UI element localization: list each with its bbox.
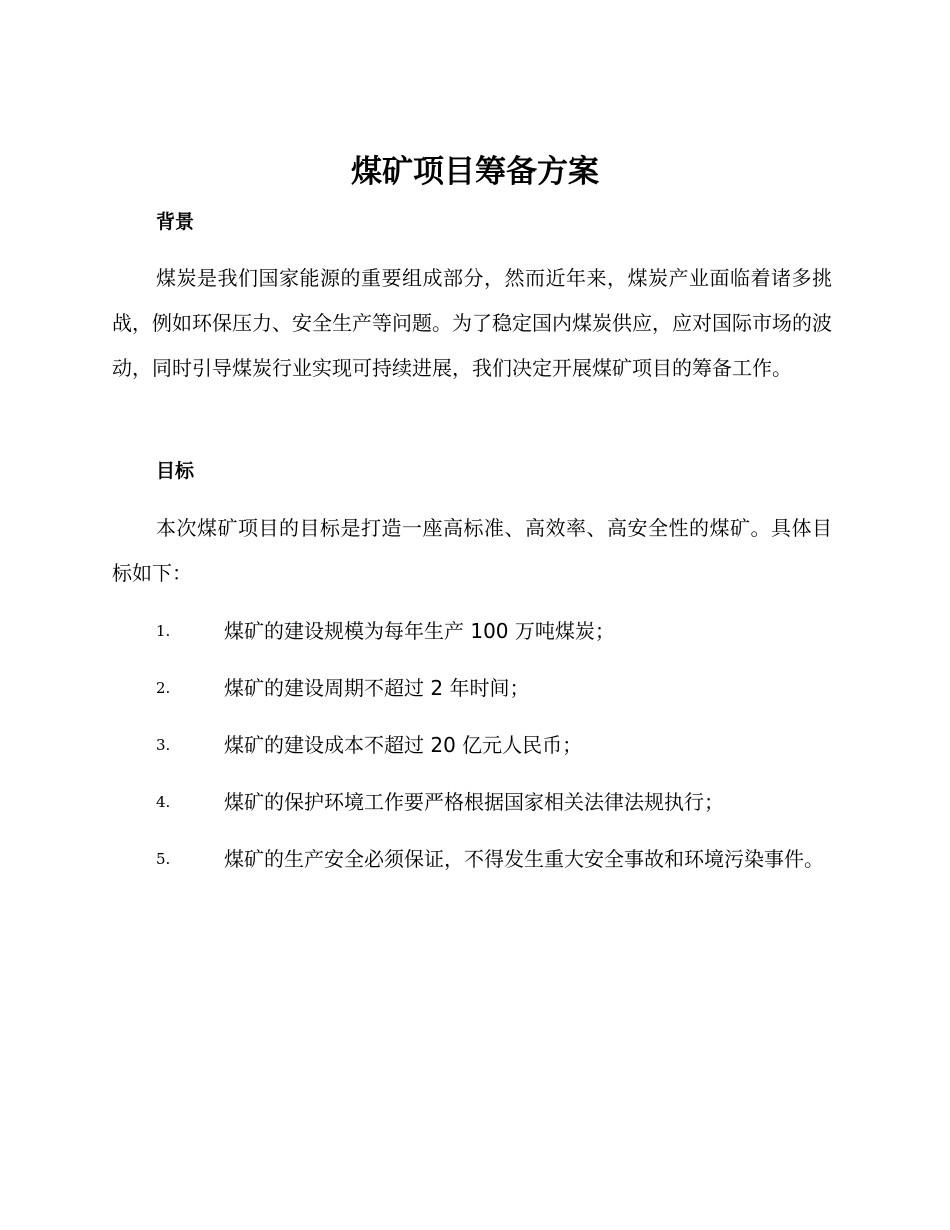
goal-list-item-5 — [112, 837, 832, 882]
goals-intro-paragraph: 本次煤矿项目的目标是打造一座高标准、高效率、高安全性的煤矿。具体目标如下： — [112, 516, 832, 585]
goal-list-item-3 — [112, 723, 832, 768]
background-paragraph: 煤炭是我们国家能源的重要组成部分，然而近年来，煤炭产业面临着诸多挑战，例如环保压力、安全生产等问题。为了稳定国内煤炭供应，应对国际市场的波动，同时引导煤炭行业实现可持续进展，我们决定开展煤矿项目的筹备工作。 — [112, 266, 832, 380]
page-title: 煤矿项目筹备方案 — [351, 154, 599, 190]
list-number: 5. — [156, 850, 171, 868]
list-number: 3. — [156, 736, 171, 754]
goal-list-item-1 — [112, 609, 832, 654]
goal-list-item-4 — [112, 780, 832, 825]
list-number: 4. — [156, 793, 171, 811]
section-heading-background: 背景 — [156, 211, 195, 233]
list-number: 1. — [156, 622, 171, 640]
list-text: 煤矿的生产安全必须保证，不得发生重大安全事故和环境污染事件。 — [224, 847, 824, 871]
list-text: 煤矿的建设规模为每年生产 100 万吨煤炭； — [224, 619, 615, 643]
goal-list-item-2 — [112, 666, 832, 711]
list-text: 煤矿的建设成本不超过 20 亿元人民币； — [224, 733, 583, 757]
section-heading-goals: 目标 — [156, 460, 195, 482]
list-text: 煤矿的建设周期不超过 2 年时间； — [224, 676, 530, 700]
list-text: 煤矿的保护环境工作要严格根据国家相关法律法规执行； — [224, 790, 724, 814]
list-number: 2. — [156, 679, 171, 697]
